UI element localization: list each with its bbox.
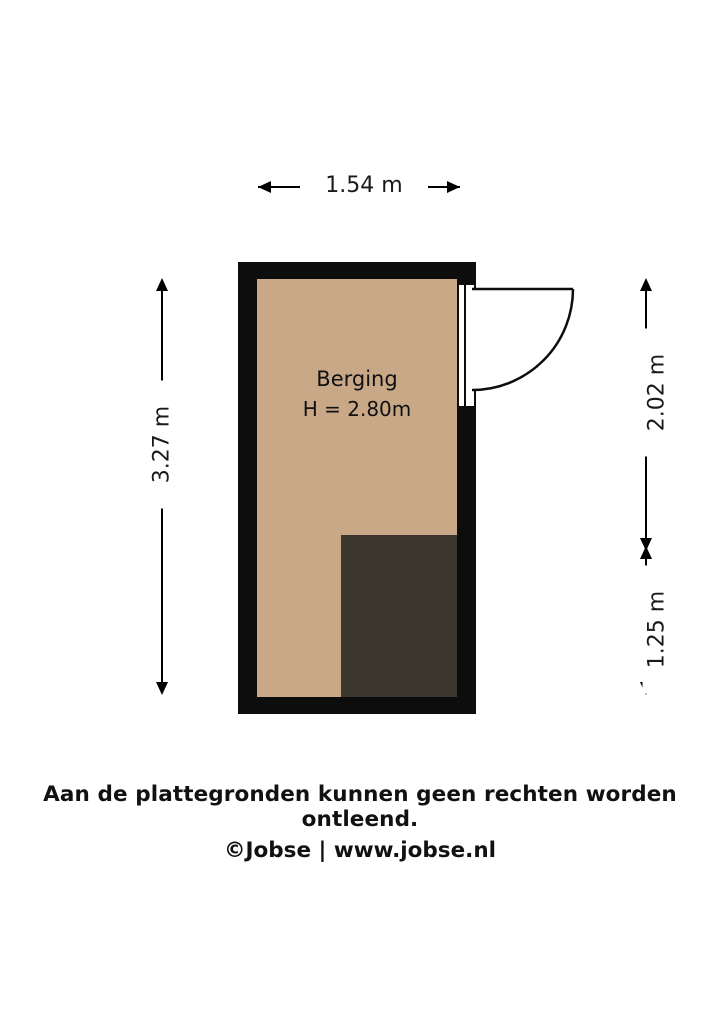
- dimension-label-right-lower: 1.25 m: [643, 566, 672, 694]
- fixture-block: [341, 535, 457, 697]
- dimension-arrow-icon-top-right: [447, 181, 460, 193]
- dimension-arrow-icon-left-bottom: [156, 682, 168, 695]
- dimension-arrow-icon-right-lower-top: [640, 546, 652, 559]
- room-name: Berging: [316, 367, 398, 391]
- room-label-group: [257, 364, 457, 424]
- dimension-label-right-upper: 2.02 m: [643, 329, 672, 457]
- footer-disclaimer: Aan de plattegronden kunnen geen rechten worden ontleend.: [43, 782, 677, 832]
- dimension-label-top: 1.54 m: [300, 173, 428, 198]
- dimension-arrow-icon-right-upper-top: [640, 278, 652, 291]
- footer: [0, 782, 720, 863]
- dimension-arrow-icon-left-top: [156, 278, 168, 291]
- room-height: H = 2.80m: [302, 397, 412, 421]
- dimension-label-left: 3.27 m: [148, 381, 177, 509]
- dimension-arrow-icon-top-left: [258, 181, 271, 193]
- footer-credit: ©Jobse | www.jobse.nl: [224, 838, 496, 863]
- door-swing-icon: [470, 287, 575, 392]
- door-frame-line: [464, 285, 466, 406]
